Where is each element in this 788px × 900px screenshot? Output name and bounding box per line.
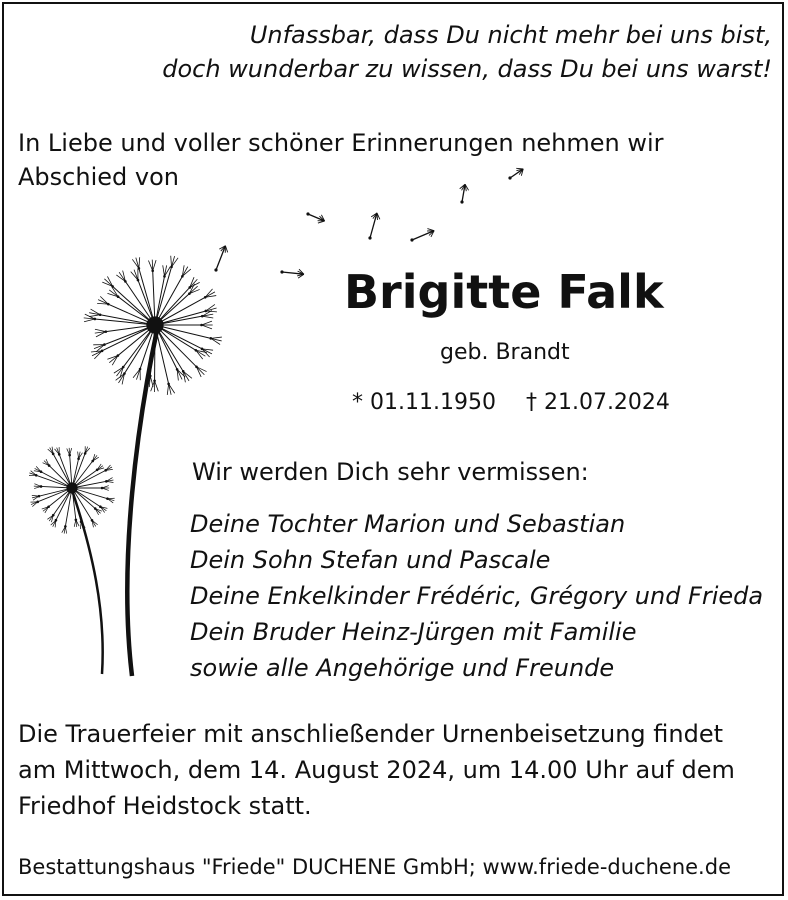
mourner-line: Dein Sohn Stefan und Pascale (190, 546, 551, 574)
mourners-list (190, 506, 763, 686)
intro-text (18, 126, 664, 194)
deceased-name: Brigitte Falk (344, 265, 664, 319)
intro-line-2: Abschied von (18, 163, 179, 191)
opening-quote (162, 18, 772, 86)
intro-line-1: In Liebe und voller schöner Erinnerungen nehmen wir (18, 129, 664, 157)
ceremony-info (18, 716, 735, 824)
death-date: † 21.07.2024 (525, 390, 670, 415)
ceremony-line-1: Die Trauerfeier mit anschließender Urnenbeisetzung findet (18, 720, 724, 748)
ceremony-line-3: Friedhof Heidstock statt. (18, 792, 312, 820)
mourner-line: Deine Tochter Marion und Sebastian (190, 510, 626, 538)
mourner-line: sowie alle Angehörige und Freunde (190, 654, 615, 682)
maiden-name: geb. Brandt (440, 340, 570, 365)
funeral-home-footer: Bestattungshaus "Friede" DUCHENE GmbH; www.friede-duchene.de (18, 855, 731, 879)
quote-line-1: Unfassbar, dass Du nicht mehr bei uns bist, (249, 21, 772, 49)
mourners-heading: Wir werden Dich sehr vermissen: (192, 458, 589, 486)
life-dates (352, 388, 670, 418)
mourner-line: Dein Bruder Heinz-Jürgen mit Familie (190, 618, 637, 646)
birth-date: * 01.11.1950 (352, 390, 496, 415)
ceremony-line-2: am Mittwoch, dem 14. August 2024, um 14.00 Uhr auf dem (18, 756, 735, 784)
quote-line-2: doch wunderbar zu wissen, dass Du bei uns warst! (162, 55, 772, 83)
mourner-line: Deine Enkelkinder Frédéric, Grégory und Frieda (190, 582, 764, 610)
